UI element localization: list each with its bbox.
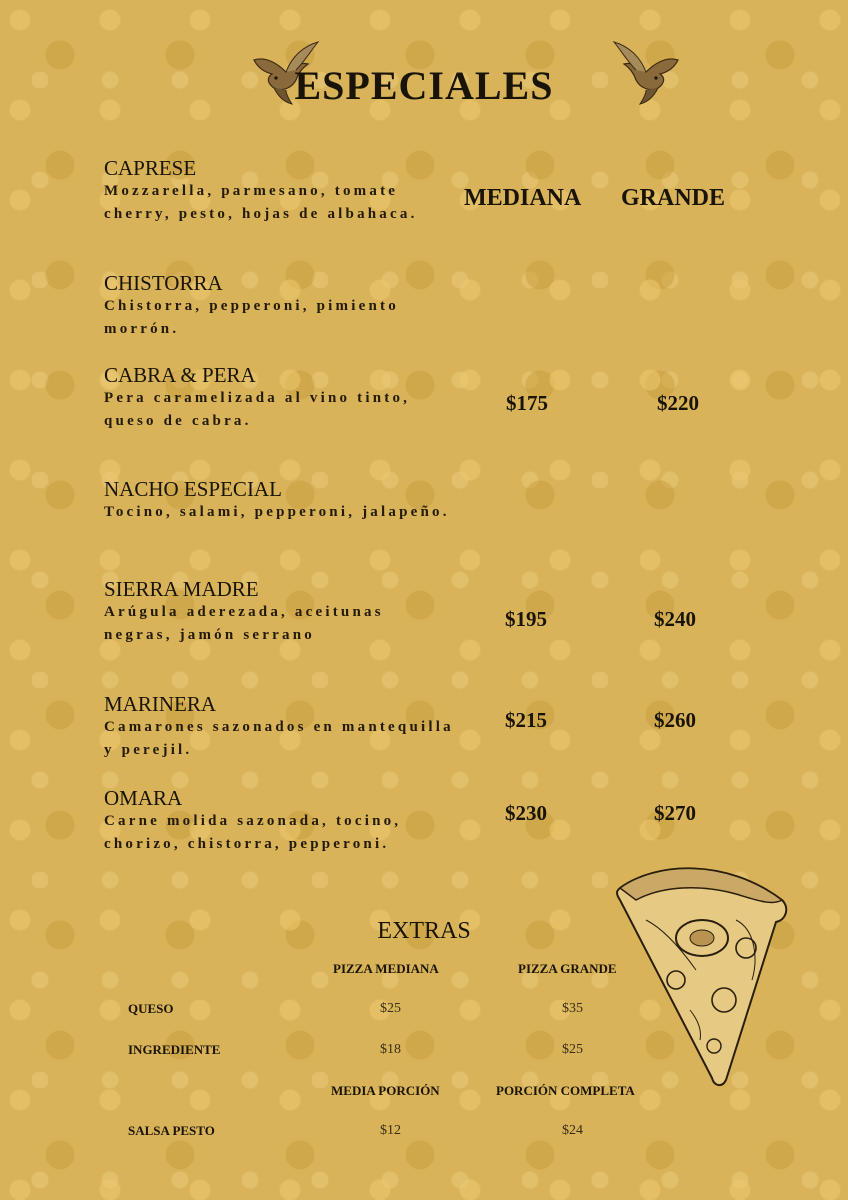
menu-item (104, 786, 454, 856)
price-mediana: $175 (506, 391, 548, 415)
column-header-grande: GRANDE (621, 185, 726, 211)
extras-header-pizza-mediana: PIZZA MEDIANA (333, 961, 439, 976)
price-grande: $240 (654, 607, 696, 631)
item-description: Chistorra, pepperoni, pimiento morrón. (104, 298, 399, 337)
extras-header-pizza-grande: PIZZA GRANDE (518, 961, 617, 976)
menu-item (104, 156, 454, 226)
extras-row-label: INGREDIENTE (128, 1042, 221, 1057)
item-description: Pera caramelizada al vino tinto, queso de cabra. (104, 390, 411, 429)
extras-header-porcion-completa: PORCIÓN COMPLETA (496, 1083, 635, 1098)
extras-price: $25 (562, 1042, 583, 1057)
extras-price: $18 (380, 1042, 401, 1057)
extras-price: $25 (380, 1001, 401, 1016)
swallow-bird-icon (608, 38, 684, 108)
item-name: NACHO ESPECIAL (104, 477, 282, 501)
item-description: Camarones sazonados en mantequilla y perejil. (104, 719, 454, 758)
menu-item (104, 477, 454, 524)
price-mediana: $215 (505, 708, 547, 732)
item-name: CABRA & PERA (104, 363, 256, 387)
column-header-mediana: MEDIANA (464, 185, 582, 211)
item-name: CAPRESE (104, 156, 197, 180)
pizza-slice-icon (606, 860, 796, 1090)
extras-row-label: QUESO (128, 1001, 174, 1016)
page-title: ESPECIALES (294, 63, 554, 108)
item-name: SIERRA MADRE (104, 577, 259, 601)
item-name: CHISTORRA (104, 271, 223, 295)
price-mediana: $195 (505, 607, 547, 631)
menu-item (104, 271, 454, 341)
extras-price: $12 (380, 1123, 401, 1138)
price-grande: $220 (657, 391, 699, 415)
extras-row-label: SALSA PESTO (128, 1123, 215, 1138)
extras-price: $24 (562, 1123, 583, 1138)
menu-item (104, 363, 454, 433)
item-name: OMARA (104, 786, 183, 810)
extras-price: $35 (562, 1001, 583, 1016)
item-description: Arúgula aderezada, aceitunas negras, jamón serrano (104, 604, 384, 643)
extras-header-media-porcion: MEDIA PORCIÓN (331, 1083, 440, 1098)
price-grande: $260 (654, 708, 696, 732)
menu-item (104, 577, 454, 647)
price-mediana: $230 (505, 801, 547, 825)
item-description: Tocino, salami, pepperoni, jalapeño. (104, 504, 450, 520)
item-description: Carne molida sazonada, tocino, chorizo, chistorra, pepperoni. (104, 813, 402, 852)
price-grande: $270 (654, 801, 696, 825)
extras-title: EXTRAS (377, 918, 471, 944)
item-name: MARINERA (104, 692, 217, 716)
menu-item (104, 692, 454, 762)
item-description: Mozzarella, parmesano, tomate cherry, pesto, hojas de albahaca. (104, 183, 418, 222)
